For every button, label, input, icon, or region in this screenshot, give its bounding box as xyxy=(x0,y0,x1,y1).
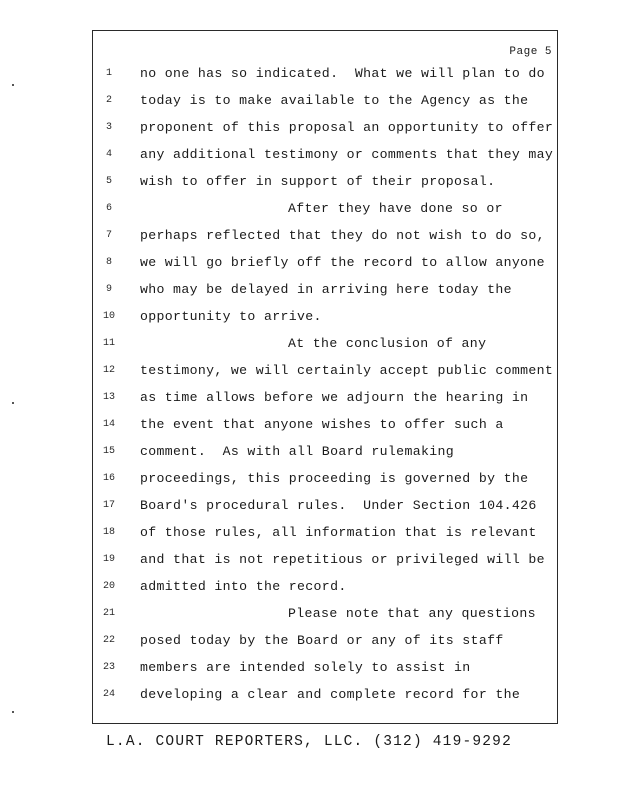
line-number: 17 xyxy=(102,500,115,511)
transcript-line xyxy=(0,627,618,654)
line-text: proponent of this proposal an opportunity to offer xyxy=(140,120,554,135)
transcript-line xyxy=(0,276,618,303)
line-number: 23 xyxy=(102,662,115,673)
line-number: 10 xyxy=(102,311,115,322)
transcript-line xyxy=(0,546,618,573)
line-text: posed today by the Board or any of its staff xyxy=(140,633,504,648)
line-text: we will go briefly off the record to allow anyone xyxy=(140,255,545,270)
line-number: 11 xyxy=(102,338,115,349)
transcript-line xyxy=(0,60,618,87)
transcript-line xyxy=(0,114,618,141)
line-text: testimony, we will certainly accept public comment xyxy=(140,363,554,378)
line-text: Board's procedural rules. Under Section 104.426 xyxy=(140,498,537,513)
line-text: members are intended solely to assist in xyxy=(140,660,471,675)
transcript-line xyxy=(0,573,618,600)
line-text: proceedings, this proceeding is governed by the xyxy=(140,471,529,486)
line-number: 9 xyxy=(105,284,112,295)
line-text: no one has so indicated. What we will plan to do xyxy=(140,66,545,81)
line-text: comment. As with all Board rulemaking xyxy=(140,444,455,459)
transcript-line xyxy=(0,654,618,681)
transcript-line xyxy=(0,519,618,546)
transcript-line xyxy=(0,330,618,357)
line-text: the event that anyone wishes to offer such a xyxy=(140,417,504,432)
line-text: After they have done so or xyxy=(288,201,503,216)
line-number: 21 xyxy=(102,608,115,619)
scan-speck xyxy=(12,711,14,713)
line-text: Please note that any questions xyxy=(288,606,536,621)
transcript-line xyxy=(0,600,618,627)
transcript-body xyxy=(0,60,618,708)
transcript-line xyxy=(0,303,618,330)
line-text: wish to offer in support of their proposal. xyxy=(140,174,496,189)
line-number: 8 xyxy=(105,257,112,268)
line-text: developing a clear and complete record for the xyxy=(140,687,521,702)
line-number: 3 xyxy=(105,122,112,133)
line-number: 4 xyxy=(105,149,112,160)
line-number: 16 xyxy=(102,473,115,484)
line-number: 1 xyxy=(105,68,112,79)
transcript-line xyxy=(0,357,618,384)
transcript-line xyxy=(0,465,618,492)
line-text: of those rules, all information that is relevant xyxy=(140,525,537,540)
line-number: 19 xyxy=(102,554,115,565)
transcript-line xyxy=(0,222,618,249)
line-text: and that is not repetitious or privileged will be xyxy=(140,552,545,567)
transcript-line xyxy=(0,492,618,519)
line-text: perhaps reflected that they do not wish to do so, xyxy=(140,228,545,243)
transcript-line xyxy=(0,87,618,114)
transcript-line xyxy=(0,168,618,195)
line-text: any additional testimony or comments that they may xyxy=(140,147,554,162)
line-number: 22 xyxy=(102,635,115,646)
line-number: 5 xyxy=(105,176,112,187)
line-text: today is to make available to the Agency as the xyxy=(140,93,529,108)
scan-speck xyxy=(12,402,14,404)
line-number: 18 xyxy=(102,527,115,538)
court-reporter-footer: L.A. COURT REPORTERS, LLC. (312) 419-9292 xyxy=(106,734,512,750)
line-number: 6 xyxy=(105,203,112,214)
line-text: as time allows before we adjourn the hearing in xyxy=(140,390,529,405)
line-text: admitted into the record. xyxy=(140,579,347,594)
line-text: At the conclusion of any xyxy=(288,336,487,351)
line-number: 7 xyxy=(105,230,112,241)
transcript-line xyxy=(0,195,618,222)
transcript-line xyxy=(0,438,618,465)
transcript-line xyxy=(0,249,618,276)
scan-speck xyxy=(12,84,14,86)
page-number: Page 5 xyxy=(509,46,552,58)
line-text: opportunity to arrive. xyxy=(140,309,322,324)
transcript-line xyxy=(0,141,618,168)
line-number: 24 xyxy=(102,689,115,700)
line-number: 20 xyxy=(102,581,115,592)
transcript-line xyxy=(0,681,618,708)
line-number: 2 xyxy=(105,95,112,106)
line-number: 15 xyxy=(102,446,115,457)
line-number: 12 xyxy=(102,365,115,376)
line-number: 14 xyxy=(102,419,115,430)
transcript-line xyxy=(0,384,618,411)
line-number: 13 xyxy=(102,392,115,403)
transcript-line xyxy=(0,411,618,438)
line-text: who may be delayed in arriving here today the xyxy=(140,282,512,297)
